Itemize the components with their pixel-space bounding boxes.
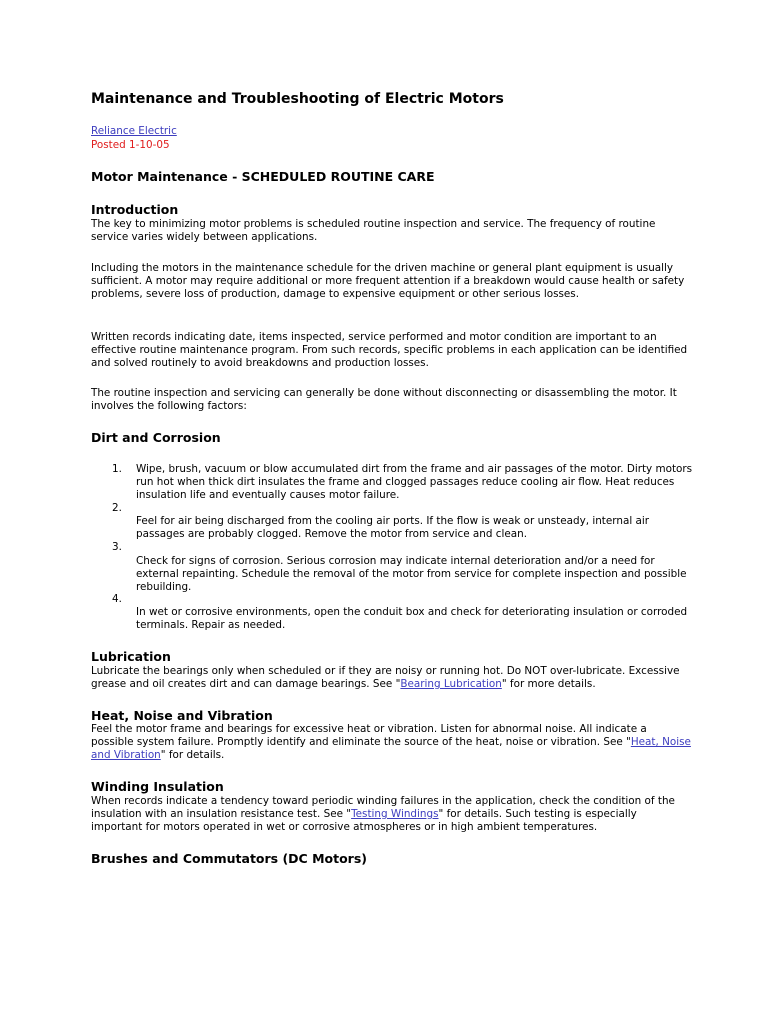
heading-heat-noise-vibration: Heat, Noise and Vibration [91,708,273,723]
intro-paragraph-1: The key to minimizing motor problems is scheduled routine inspection and service. The frequency of routine service varies widely between applications. [91,218,656,243]
page-title: Maintenance and Troubleshooting of Electric Motors [91,91,504,107]
paragraph-text: Lubricate the bearings only when scheduled or if they are noisy or running hot. Do NOT over-lubricate. Excessive grease and oil creates dirt and can damage bearings. See " [91,665,680,690]
paragraph-text: " for details. [160,749,225,761]
heading-dirt-corrosion: Dirt and Corrosion [91,430,221,445]
section-title: Motor Maintenance - SCHEDULED ROUTINE CARE [91,169,435,184]
list-item-number: 3. [112,541,122,553]
paragraph-text: " for details. Such testing is especially important for motors operated in wet or corrosive atmospheres or in high ambient temperatures. [91,808,637,833]
paragraph-text: Feel the motor frame and bearings for excessive heat or vibration. Listen for abnormal noise. All indicate a possible system failure. Promptly identify and eliminate the source of the heat, noise or vibration. See " [91,723,647,748]
bearing-lubrication-link[interactable]: Bearing Lubrication [400,678,502,690]
list-item-number: 2. [112,502,122,514]
lubrication-paragraph [91,665,691,691]
posted-date: Posted 1-10-05 [91,139,170,151]
list-item-number: 4. [112,593,122,605]
winding-paragraph [91,795,691,834]
heading-introduction: Introduction [91,202,179,217]
heading-lubrication: Lubrication [91,649,171,664]
list-item: Wipe, brush, vacuum or blow accumulated dirt from the frame and air passages of the motor. Dirty motors run hot when thick dirt insulates the frame and clogged passages reduce cooling air flow. Heat reduces insulation life and eventually causes motor failure. [136,463,693,501]
source-link[interactable]: Reliance Electric [91,125,177,137]
testing-windings-link[interactable]: Testing Windings [351,808,439,820]
heat-noise-vibration-link[interactable]: Heat, Noise and Vibration [91,736,691,761]
intro-paragraph-3: Written records indicating date, items inspected, service performed and motor condition are important to an effective routine maintenance program. From such records, specific problems in each application can be identified and solved routinely to avoid breakdowns and production losses. [91,331,688,369]
intro-paragraph-2: Including the motors in the maintenance schedule for the driven machine or general plant equipment is usually sufficient. A motor may require additional or more frequent attention if a breakdown would cause health or safety problems, severe loss of production, damage to expensive equipment or other serious losses. [91,262,685,300]
list-item: In wet or corrosive environments, open the conduit box and check for deteriorating insulation or corroded terminals. Repair as needed. [136,606,688,631]
intro-paragraph-4: The routine inspection and servicing can generally be done without disconnecting or disassembling the motor. It involves the following factors: [91,387,677,412]
heading-brushes-commutators: Brushes and Commutators (DC Motors) [91,851,367,866]
list-item: Feel for air being discharged from the cooling air ports. If the flow is weak or unsteady, internal air passages are probably clogged. Remove the motor from service and clean. [136,515,650,540]
paragraph-text: " for more details. [501,678,596,690]
list-item-number: 1. [112,463,122,475]
heat-paragraph [91,723,691,762]
list-item: Check for signs of corrosion. Serious corrosion may indicate internal deterioration and/or a need for external repainting. Schedule the removal of the motor from service for complete inspection and possible rebuilding. [136,555,687,593]
heading-winding-insulation: Winding Insulation [91,779,224,794]
paragraph-text: When records indicate a tendency toward periodic winding failures in the application, check the condition of the insulation with an insulation resistance test. See " [91,795,675,820]
